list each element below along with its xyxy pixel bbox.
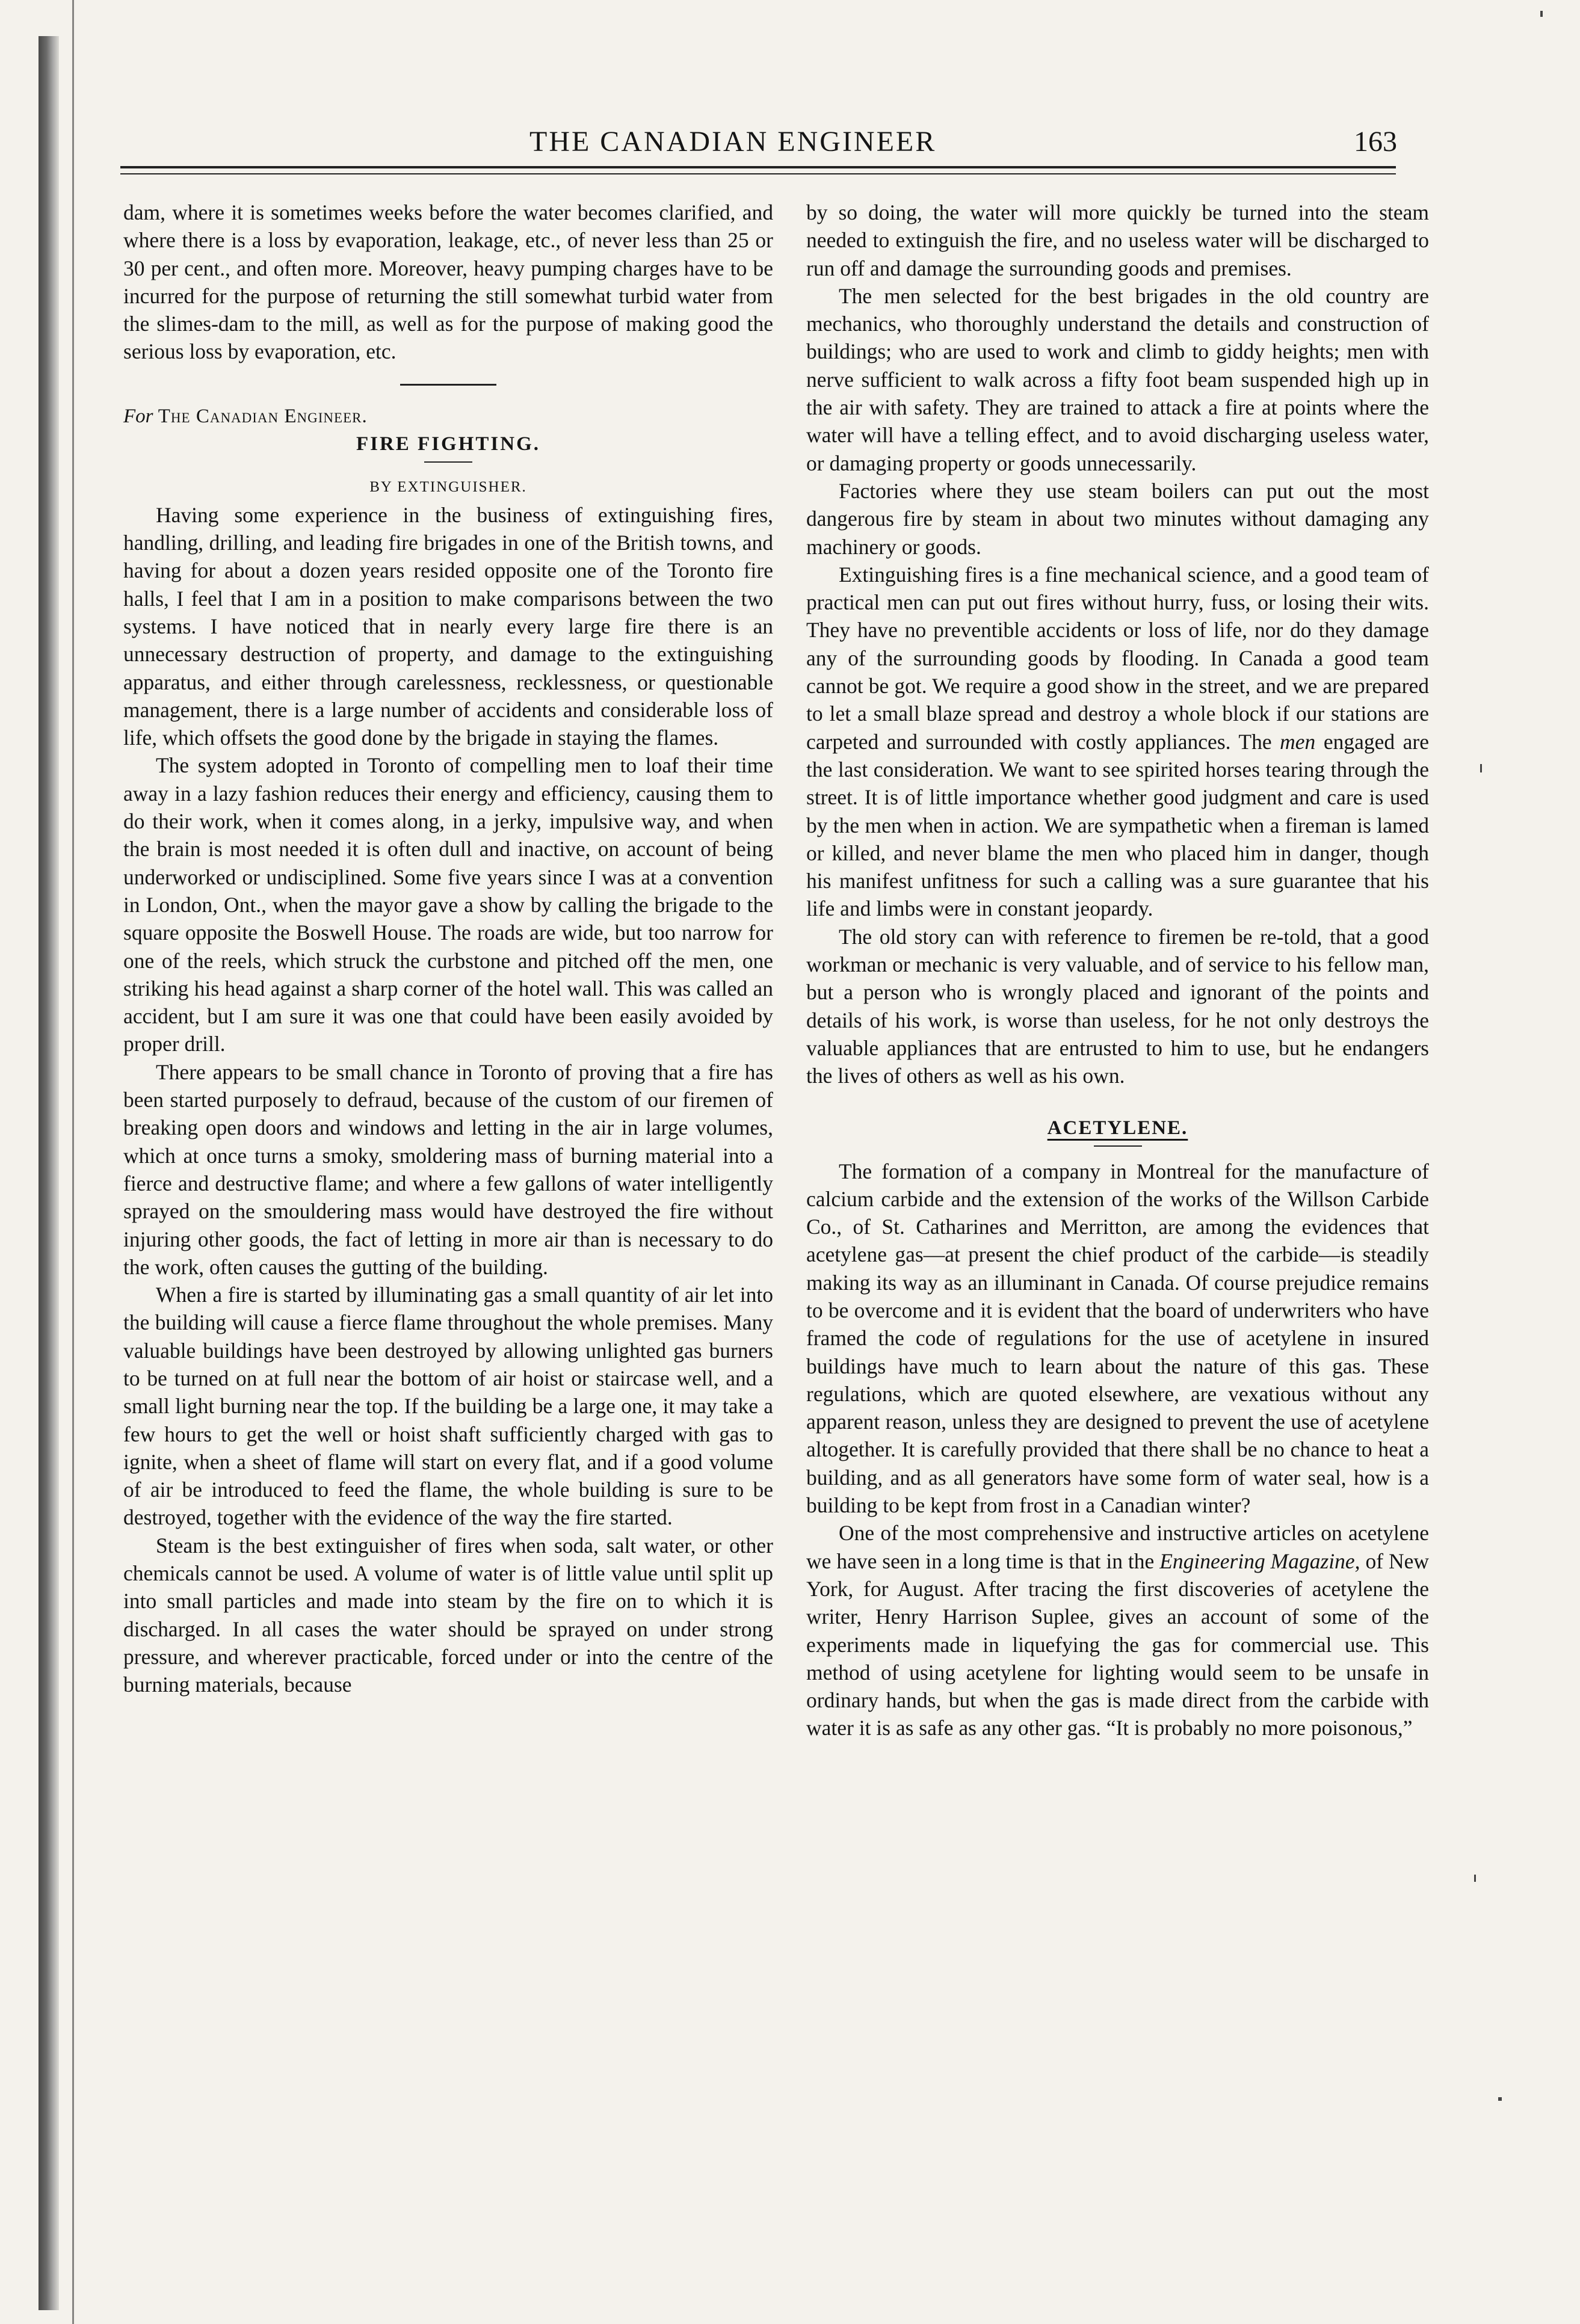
header-rule-thin xyxy=(120,173,1396,174)
body-paragraph: Factories where they use steam boilers can put out the most dangerous fire by steam in about two minutes without damaging any machinery or goods. xyxy=(806,478,1429,559)
body-paragraph: The formation of a company in Montreal for the manufacture of calcium carbide and the extension of the works of the Willson Carbide Co., of St. Catharines and Merritton, are among the evidences that acetylene gas—at present the chief product of the carbide—is steadily making its way as an illuminant in Canada. Of course prejudice remains to be overcome and it is evident that the board of underwriters who have framed the code of regulations for the use of acetylene in insured buildings have much to learn about the nature of this gas. These regulations, which are quoted elsewhere, are vexatious without any apparent reason, unless they are designed to prevent the use of acetylene altogether. It is carefully provided that there shall be no chance to heat a building, and as all generators have some form of water seal, how is a building to be kept from frost in a Canadian winter? xyxy=(806,1159,1429,1518)
body-paragraph-extinguishing xyxy=(806,561,1429,923)
body-paragraph: There appears to be small chance in Toronto of proving that a fire has been started purposely to defraud, because of the custom of our firemen of breaking open doors and windows and letting in the air in large volumes, which at once turns a smoky, smoldering mass of burning material into a fierce and destructive flame; and where a few gallons of water intelligently sprayed on the smouldering mass would have destroyed the fire without injuring other goods, the fact of letting in more air than is necessary to do the work, often causes the gutting of the building. xyxy=(123,1059,773,1279)
article-divider xyxy=(400,384,496,386)
body-paragraph: The men selected for the best brigades in the old country are mechanics, who thoroughly understand the details and construction of buildings; who are used to work and climb to giddy heights; men with nerve sufficient to walk across a fifty foot beam suspended high up in the air with safety. They are trained to attack a fire at points where the water will have a telling effect, and to avoid discharging useless water, or damaging property or goods unnecessarily. xyxy=(806,283,1429,475)
right-column xyxy=(806,199,1429,1742)
page-binding-edge xyxy=(39,36,59,2310)
credit-publication: The Canadian Engineer. xyxy=(158,405,368,427)
left-column xyxy=(123,199,773,1699)
body-paragraph: When a fire is started by illuminating gas a small quantity of air let into the building will cause a fierce flame throughout the whole premises. Many valuable buildings have been destroyed by allowing unlighted gas burners to be turned on at full near the bottom of air hoist or staircase well, and a small light burning near the top. If the building be a large one, it may take a few hours to get the well or hoist shaft sufficiently charged with gas to ignite, when a sheet of flame will start on every flat, and if a good volume of air be introduced to feed the flame, the whole building is sure to be destroyed, together with the evidence of the way the fire started. xyxy=(123,1283,773,1530)
text-run: engaged are the last consideration. We want to see spirited horses tearing through the street. It is of little importance whether good judgment and care is used by the men when in action. We are sympathetic when a fireman is lamed or killed, and never blame the men who placed him in danger, though his manifest unfitness for such a calling was a sure guarantee that his life and limbs were in constant jeopardy. xyxy=(806,729,1430,921)
emphasized-word: men xyxy=(1280,729,1316,754)
section-title xyxy=(806,1114,1429,1142)
page-number: 163 xyxy=(1354,126,1397,158)
body-paragraph: The old story can with reference to firemen be re-told, that a good workman or mechanic is very valuable, and of service to his fellow man, but a person who is wrongly placed and ignorant of the points and details of his work, is worse than useless, for he not only destroys the valuable appliances that are entrusted to him to use, but he endangers the lives of others as well as his own. xyxy=(806,924,1429,1088)
section-title-text: ACETYLENE. xyxy=(1047,1117,1188,1139)
credit-prefix: For xyxy=(123,405,153,427)
scan-speck xyxy=(1540,11,1543,17)
text-run: Extinguishing fires is a fine mechanical science, and a good team of practical men can put out fires without hurry, fuss, or losing their wits. They have no preventible accidents or loss of life, nor do they damage any of the surrounding goods by flooding. In Canada a good team cannot be got. We require a good show in the street, and we are prepared to let a small blaze spread and destroy a whole block if our stations are carpeted and surrounded with costly appliances. The xyxy=(806,562,1429,754)
article-credit xyxy=(123,402,773,430)
text-run: One of the most comprehensive and instructive articles on acetylene we have seen in a long time is that in the xyxy=(806,1521,1429,1573)
text-run: of New York, for August. After tracing the first discoveries of acetylene the writer, Henry Harrison Suplee, gives an account of some of the experiments made in liquefying the gas for commercial use. This method of using acetylene for lighting would seem to be unsafe in ordinary hands, but when the gas is made direct from the carbide with water it is as safe as any other gas. “It is probably no more poisonous,” xyxy=(806,1549,1430,1740)
running-head: THE CANADIAN ENGINEER xyxy=(529,126,937,158)
header-rule-thick xyxy=(120,166,1396,168)
title-rule xyxy=(424,461,472,463)
scan-speck xyxy=(1474,1875,1476,1882)
section-rule xyxy=(1094,1145,1142,1147)
body-paragraph: Having some experience in the business of extinguishing fires, handling, drilling, and leading fire brigades in one of the British towns, and having for about a dozen years resided opposite one of the Toronto fire halls, I feel that I am in a position to make comparisons between the two systems. I have noticed that in nearly every large fire there is an unnecessary destruction of property, and damage to the extinguishing apparatus, and either through carelessness, recklessness, or questionable management, there is a large number of accidents and considerable loss of life, which offsets the good done by the brigade in staying the flames. xyxy=(123,502,773,750)
scan-speck xyxy=(1480,764,1482,772)
article-title: FIRE FIGHTING. xyxy=(356,433,541,455)
scan-speck xyxy=(1498,2097,1502,2101)
binding-shadow-line xyxy=(72,0,74,2324)
body-paragraph-magazine xyxy=(806,1519,1429,1742)
magazine-title: Engineering Magazine, xyxy=(1159,1549,1360,1573)
body-paragraph: Steam is the best extinguisher of fires when soda, salt water, or other chemicals cannot be used. A volume of water is of little value until split up into small particles and made into steam by the fire on to which it is discharged. In all cases the water should be sprayed on under strong pressure, and wherever practicable, forced under or into the centre of the burning materials, because xyxy=(123,1533,773,1697)
body-paragraph: The system adopted in Toronto of compelling men to loaf their time away in a lazy fashion reduces their energy and efficiency, causing them to do their work, when it comes along, in a jerky, impulsive way, and when the brain is most needed it is often dull and inactive, on account of being underworked or undisciplined. Some five years since I was at a convention in London, Ont., when the mayor gave a show by calling the brigade to the square opposite the Boswell House. The roads are wide, but too narrow for one of the reels, which struck the curbstone and pitched off the men, one striking his head against a sharp corner of the hotel wall. This was called an accident, but I am sure it was one that could have been easily avoided by proper drill. xyxy=(123,753,773,1056)
article-byline: BY EXTINGUISHER. xyxy=(369,478,527,495)
continued-paragraph: dam, where it is sometimes weeks before the water becomes clarified, and where there is a loss by evaporation, leakage, etc., of never less than 25 or 30 per cent., and often more. Moreover, heavy pumping charges have to be incurred for the purpose of returning the still somewhat turbid water from the slimes-dam to the mill, as well as for the purpose of making good the serious loss by evaporation, etc. xyxy=(123,200,773,364)
continued-paragraph: by so doing, the water will more quickly be turned into the steam needed to extinguish the fire, and no useless water will be discharged to run off and damage the surrounding goods and premises. xyxy=(806,200,1429,280)
